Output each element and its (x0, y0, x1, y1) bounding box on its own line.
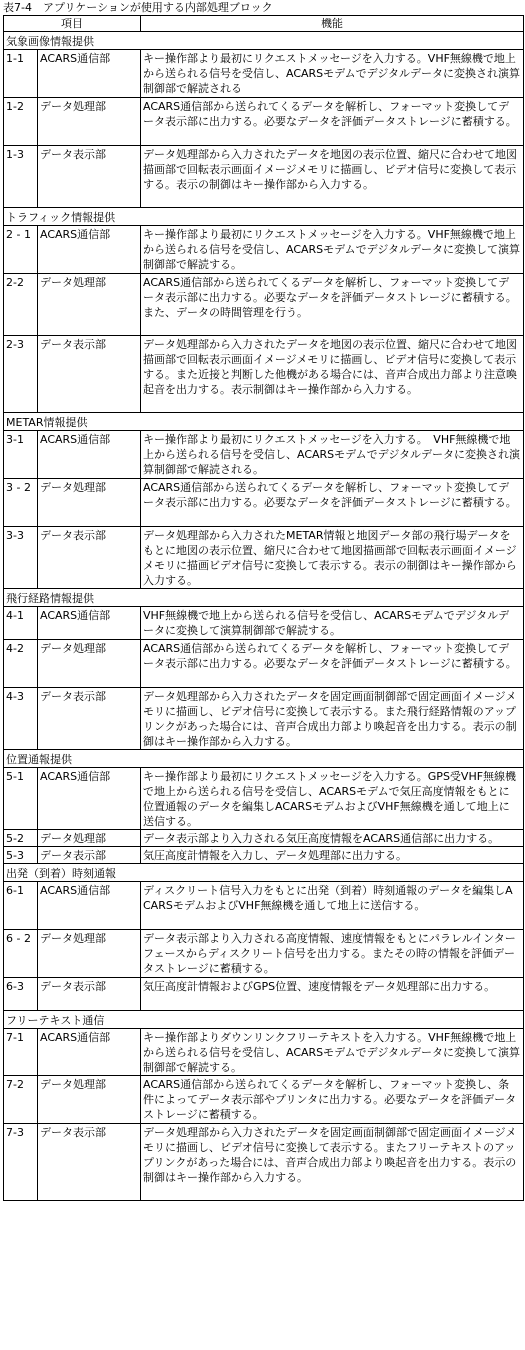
table-row (4, 274, 524, 336)
section-title: フリーテキスト通信 (4, 1011, 524, 1029)
row-function: ACARS通信部から送られてくるデータを解析し、フォーマット変換してデータ表示部に出力する。必要なデータを評価データストレージに蓄積する。 (141, 98, 524, 146)
row-item: データ処理部 (38, 830, 141, 847)
row-item: データ処理部 (38, 930, 141, 978)
row-item: ACARS通信部 (38, 1029, 141, 1076)
section-row (4, 864, 524, 882)
row-function: キー操作部より最初にリクエストメッセージを入力する。VHF無線機で地上から送られる信号を受信し、ACARSモデムでデジタルデータに変換して演算制御部で解読する。 (141, 226, 524, 274)
row-function: データ処理部から入力されたデータを地図の表示位置、縮尺に合わせて地図描画部で回転表示画面イメージメモリに描画し、ビデオ信号に変換して表示する。表示の制御はキー操作部から入力する。 (141, 146, 524, 208)
row-number: 1-2 (4, 98, 38, 146)
row-item: データ表示部 (38, 688, 141, 750)
row-item: データ処理部 (38, 479, 141, 527)
row-item: データ処理部 (38, 1076, 141, 1124)
section-title: 飛行経路情報提供 (4, 589, 524, 607)
row-number: 1-1 (4, 50, 38, 98)
row-number: 6-3 (4, 978, 38, 1011)
table-header-row (4, 16, 524, 32)
table-row (4, 50, 524, 98)
row-function: ACARS通信部から送られてくるデータを解析し、フォーマット変換し、条件によってデータ表示部やプリンタに出力する。必要なデータを評価データストレージに蓄積する。 (141, 1076, 524, 1124)
table-row (4, 527, 524, 589)
row-function: データ処理部から入力されたデータを固定画面制御部で固定画面イメージメモリに描画し、ビデオ信号に変換して表示する。また飛行経路情報のアップリンクがあった場合には、音声合成出力部より喚起音を出力する。表示の制御はキー操作部から入力する。 (141, 688, 524, 750)
section-row (4, 208, 524, 226)
row-number: 5-1 (4, 768, 38, 830)
row-item: データ処理部 (38, 640, 141, 688)
row-number: 4-3 (4, 688, 38, 750)
table-row (4, 930, 524, 978)
section-title: METAR情報提供 (4, 413, 524, 431)
row-number: 3 - 2 (4, 479, 38, 527)
row-item: データ表示部 (38, 978, 141, 1011)
row-number: 3-1 (4, 431, 38, 479)
row-function: ACARS通信部から送られてくるデータを解析し、フォーマット変換してデータ表示部に出力する。必要なデータを評価データストレージに蓄積する。また、データの時間管理を行う。 (141, 274, 524, 336)
row-item: データ表示部 (38, 336, 141, 413)
row-number: 1-3 (4, 146, 38, 208)
table-row (4, 607, 524, 640)
table-row (4, 226, 524, 274)
row-function: データ処理部から入力されたMETAR情報と地図データ部の飛行場データをもとに地図の表示位置、縮尺に合わせて地図描画部で回転表示画面イメージメモリに描画ビデオ信号に変換して表示する。表示の制御はキー操作部から入力する。 (141, 527, 524, 589)
row-number: 7-3 (4, 1124, 38, 1201)
row-function: 気圧高度計情報およびGPS位置、速度情報をデータ処理部に出力する。 (141, 978, 524, 1011)
row-number: 5-2 (4, 830, 38, 847)
row-item: データ表示部 (38, 1124, 141, 1201)
row-number: 6-1 (4, 882, 38, 930)
table-row (4, 830, 524, 847)
table-row (4, 336, 524, 413)
table-row (4, 768, 524, 830)
row-number: 2-2 (4, 274, 38, 336)
row-number: 2 - 1 (4, 226, 38, 274)
table-row (4, 978, 524, 1011)
row-number: 2-3 (4, 336, 38, 413)
row-item: データ処理部 (38, 98, 141, 146)
table-row (4, 688, 524, 750)
row-function: データ表示部より入力される高度情報、速度情報をもとにパラレルインターフェースからディスクリート信号を出力する。またその時の情報を評価データストレージに蓄積する。 (141, 930, 524, 978)
table-row (4, 98, 524, 146)
row-function: VHF無線機で地上から送られる信号を受信し、ACARSモデムでデジタルデータに変換して演算制御部で解読する。 (141, 607, 524, 640)
section-row (4, 32, 524, 50)
row-function: キー操作部より最初にリクエストメッセージを入力する。VHF無線機で地上から送られる信号を受信し、ACARSモデムでデジタルデータに変換され演算制御部で解読される (141, 50, 524, 98)
row-item: ACARS通信部 (38, 882, 141, 930)
header-item: 項目 (4, 16, 141, 32)
row-number: 6 - 2 (4, 930, 38, 978)
processing-block-table (3, 15, 524, 1201)
row-number: 7-2 (4, 1076, 38, 1124)
table-row (4, 882, 524, 930)
header-function: 機能 (141, 16, 524, 32)
table-row (4, 1029, 524, 1076)
table-row (4, 1124, 524, 1201)
section-row (4, 1011, 524, 1029)
row-function: ACARS通信部から送られてくるデータを解析し、フォーマット変換してデータ表示部に出力する。必要なデータを評価データストレージに蓄積する。 (141, 479, 524, 527)
row-number: 5-3 (4, 847, 38, 864)
row-item: データ表示部 (38, 527, 141, 589)
table-row (4, 479, 524, 527)
section-title: トラフィック情報提供 (4, 208, 524, 226)
row-function: ディスクリート信号入力をもとに出発（到着）時刻通報のデータを編集しACARSモデムおよびVHF無線機を通して地上に送信する。 (141, 882, 524, 930)
row-function: キー操作部より最初にリクエストメッセージを入力する。GPS受VHF無線機で地上から送られる信号を受信し、ACARSモデムで気圧高度情報をもとに位置通報のデータを編集しACARSモデムおよびVHF無線機を通して地上に送信する。 (141, 768, 524, 830)
table-row (4, 431, 524, 479)
table-caption: 表7-4 アプリケーションが使用する内部処理ブロック (3, 1, 273, 14)
section-title: 出発（到着）時刻通報 (4, 864, 524, 882)
section-title: 位置通報提供 (4, 750, 524, 768)
row-function: 気圧高度計情報を入力し、データ処理部に出力する。 (141, 847, 524, 864)
row-number: 4-2 (4, 640, 38, 688)
section-row (4, 750, 524, 768)
row-function: キー操作部よりダウンリンクフリーテキストを入力する。VHF無線機で地上から送られる信号を受信し、ACARSモデムでデジタルデータに変換して演算制御部で解読する。 (141, 1029, 524, 1076)
row-function: データ表示部より入力される気圧高度情報をACARS通信部に出力する。 (141, 830, 524, 847)
row-item: データ処理部 (38, 274, 141, 336)
section-row (4, 589, 524, 607)
row-function: データ処理部から入力されたデータを地図の表示位置、縮尺に合わせて地図描画部で回転表示画面イメージメモリに描画し、ビデオ信号に変換して表示する。また近接と判断した他機がある場合には、音声合成出力部より注意喚起音を出力する。表示制御はキー操作部から入力する。 (141, 336, 524, 413)
row-item: ACARS通信部 (38, 226, 141, 274)
table-row (4, 847, 524, 864)
table-row (4, 640, 524, 688)
row-item: ACARS通信部 (38, 50, 141, 98)
row-number: 7-1 (4, 1029, 38, 1076)
row-item: データ表示部 (38, 847, 141, 864)
row-number: 3-3 (4, 527, 38, 589)
row-number: 4-1 (4, 607, 38, 640)
row-item: ACARS通信部 (38, 768, 141, 830)
table-body (4, 32, 524, 1201)
row-function: ACARS通信部から送られてくるデータを解析し、フォーマット変換してデータ表示部に出力する。必要なデータを評価データストレージに蓄積する。 (141, 640, 524, 688)
section-title: 気象画像情報提供 (4, 32, 524, 50)
row-item: データ表示部 (38, 146, 141, 208)
row-item: ACARS通信部 (38, 607, 141, 640)
row-function: データ処理部から入力されたデータを固定画面制御部で固定画面イメージメモリに描画し、ビデオ信号に変換して表示する。またフリーテキストのアップリンクがあった場合には、音声合成出力部より喚起音を出力する。表示の制御はキー操作部から入力する。 (141, 1124, 524, 1201)
table-row (4, 146, 524, 208)
row-item: ACARS通信部 (38, 431, 141, 479)
table-row (4, 1076, 524, 1124)
section-row (4, 413, 524, 431)
row-function: キー操作部より最初にリクエストメッセージを入力する。 VHF無線機で地上から送られる信号を受信し、ACARSモデムでデジタルデータに変換され演算制御部で解読される。 (141, 431, 524, 479)
